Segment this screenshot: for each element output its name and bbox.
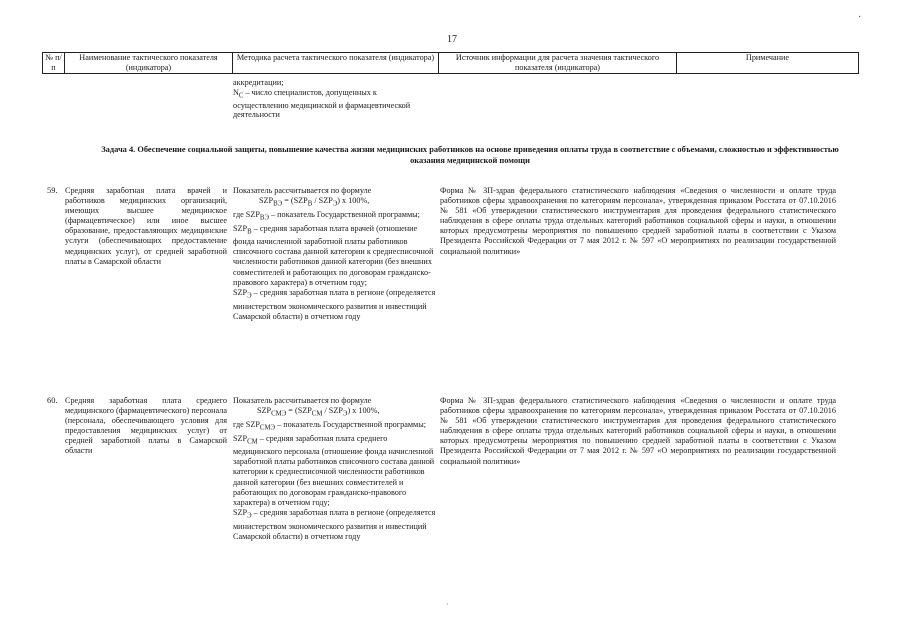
indicator-table-header [42,52,859,74]
method-variable: $SZP_Э$ – средняя заработная плата в регионе (определяется министерством экономического развития и инвестиций Самарской области) в отчетном году [233,287,436,321]
indicator-name: Средняя заработная плата врачей и работников медицинских организаций, имеющих высшее медицинское (фармацевтическое) или иное высшее образование, предоставляющих медицинские услуги (обеспечивающих предоставление медицинских услуг), от средней заработной платы в Самарской области [65,186,227,266]
method-intro: Показатель рассчитывается по формуле [233,396,372,405]
page-number: 17 [447,34,457,45]
continuation-line-1: аккредитации; [233,78,284,87]
task-heading: Задача 4. Обеспечение социальной защиты, повышение качества жизни медицинских работников на основе приведения оплаты труда в соответствие с объемами, сложностью и эффективностью оказания медицинской помощи [101,145,839,165]
indicator-method [233,186,436,322]
row-number: 60. [47,396,58,405]
indicator-name: Средняя заработная плата среднего медицинского (фармацевтического) персонала (персонала, обеспечивающего условия для предоставления медицинских услуг) от средней заработной платы в Самарской области [65,396,227,456]
method-formula: $SZP_{СМЭ} = (SZP_{СМ} / SZP_Э)$ x 100%, [257,406,380,418]
scan-speck: · [858,12,862,23]
indicator-method [233,396,436,542]
method-where: где $SZP_{СМЭ}$ – показатель Государственной программы; [233,419,426,432]
method-variable: $SZP_В$ – средняя заработная плата врачей (отношение фонда начисленной заработной платы работников списочного состава данной категории к среднесписочной численности работников данной категории (без внешних совместителей и работающих по договорам гражданско-правового характера) в отчетном году; [233,223,434,287]
method-variable: $SZP_Э$ – средняя заработная плата в регионе (определяется министерством экономического развития и инвестиций Самарской области) в отчетном году [233,507,436,541]
header-note: Примечание [677,53,859,74]
indicator-source: Форма № ЗП-здрав федерального статистического наблюдения «Сведения о численности и оплате труда работников сферы здравоохранения по категориям персонала», утвержденная приказом Росстата от 07.10.2016 № 581 «Об утверждении статистического инструментария для проведения федерального статистического наблюдения в сфере оплаты труда отдельных категорий работников социальной сферы и науки, в отношении которых предусмотрены мероприятия по повышению средней заработной платы в соответствии с Указом Президента Российской Федерации от 7 мая 2012 г. № 597 «О мероприятиях по реализации государственной социальной политики» [440,186,836,256]
indicator-source: Форма № ЗП-здрав федерального статистического наблюдения «Сведения о численности и оплате труда работников сферы здравоохранения по категориям персонала», утвержденная приказом Росстата от 07.10.2016 № 581 «Об утверждении статистического инструментария для проведения федерального статистического наблюдения в сфере оплаты труда отдельных категорий работников социальной сферы и науки, в отношении которых предусмотрены мероприятия по повышению средней заработной платы в соответствии с Указом Президента Российской Федерации от 7 мая 2012 г. № 597 «О мероприятиях по реализации государственной социальной политики» [440,396,836,466]
method-intro: Показатель рассчитывается по формуле [233,186,372,195]
method-continuation [233,78,433,120]
row-number: 59. [47,186,58,195]
header-name: Наименование тактического показателя (индикатора) [65,53,233,74]
method-variable: $SZP_{СМ}$ – средняя заработная плата среднего медицинского персонала (отношение фонда начисленной заработной платы работников списочного состава данной категории к среднесписочной численности работников данной категории (без внешних совместителей и работающих по договорам гражданско-правового характера) в отчетном году; [233,433,435,507]
header-method: Методика расчета тактического показателя (индикатора) [233,53,439,74]
continuation-line-2: $N_C$ – число специалистов, допущенных к осуществлению медицинской и фармацевтической деятельности [233,87,411,120]
header-source: Источник информации для расчета значения тактического показателя (индикатора) [439,53,677,74]
header-num: № п/п [43,53,65,74]
scan-speck-bottom: · [446,600,449,609]
method-where: где $SZP_{ВЭ}$ – показатель Государственной программы; [233,209,420,222]
method-formula: $SZP_{ВЭ} = (SZP_В / SZP_Э)$ x 100%, [259,196,370,208]
